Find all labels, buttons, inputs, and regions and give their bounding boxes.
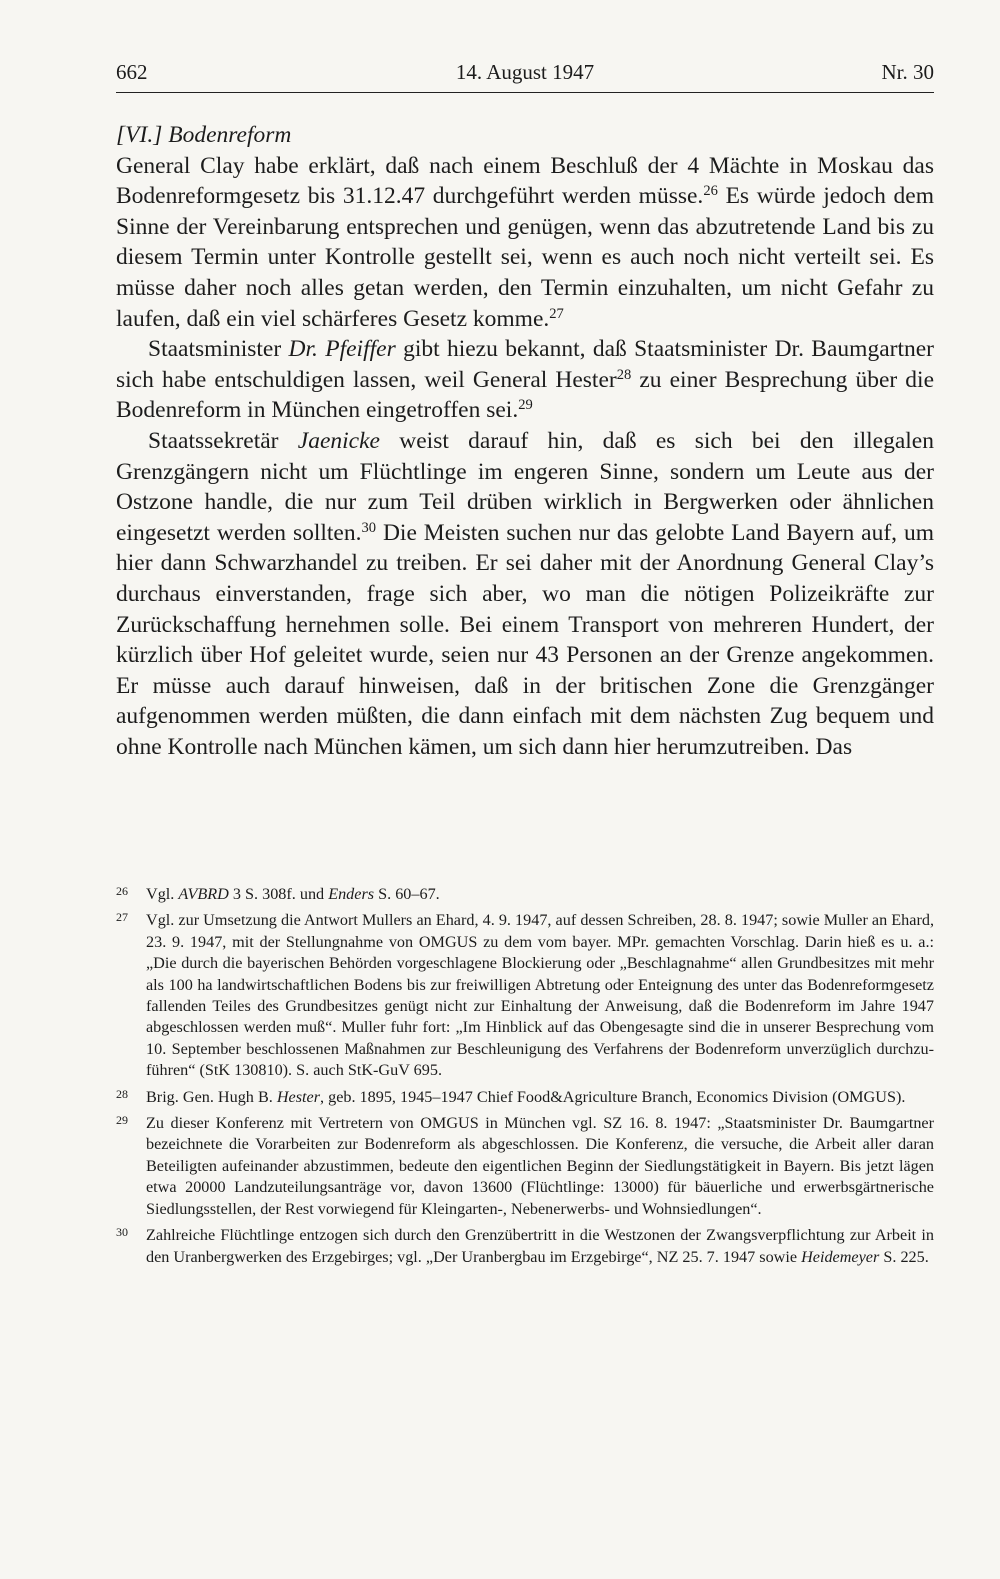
footnote-29: [116, 1113, 934, 1220]
footnote-26: [116, 884, 934, 905]
footnote-ref: 28: [616, 366, 632, 383]
footnote-text: 3 S. 308f. und: [228, 885, 329, 903]
footnote-ref: 29: [518, 397, 533, 414]
paragraph-text: Es würde jedoch dem Sinne der Vereinbarung entsprechen und genügen, wenn das abzutretende Land bis zu diesem Termin unter Kontrolle gestellt sei, wenn es auch noch nicht verteilt sei. Es müsse daher noch alles getan werden, den Termin einzuhalten, um nicht Gefahr zu laufen, daß ein viel schärferes Gesetz komme.: [116, 183, 934, 332]
page-number: 662: [116, 60, 148, 84]
paragraph-text: General Clay habe erklärt, daß nach einem Beschluß der 4 Mächte in Moskau das Bodenreformgesetz bis 31.12.47 durchgeführt werden müsse.: [116, 152, 934, 210]
footnote-30: [116, 1225, 934, 1268]
footnote-27: [116, 910, 934, 1081]
footnote-ref: 26: [703, 183, 718, 200]
paragraph-text: Staatsminister: [148, 336, 289, 363]
header-date: 14. August 1947: [455, 60, 595, 84]
paragraph-text: gibt hiezu bekannt, daß Staatsminister Dr. Baumgartner sich habe entschuldigen lassen, weil General Hester: [116, 336, 934, 393]
footnote-number: 29: [116, 1113, 128, 1128]
footnotes: [116, 884, 934, 1273]
footnote-text: S. 60–67.: [374, 885, 440, 903]
footnote-text: Brig. Gen. Hugh B.: [146, 1087, 277, 1106]
section-title: [116, 120, 934, 151]
section-number: [VI.]: [116, 122, 169, 148]
footnote-text: Vgl. zur Umsetzung die Antwort Mullers an Ehard, 4. 9. 1947, auf dessen Schreiben, 28. 8. 1947; sowie Muller an Ehard, 23. 9. 1947, mit der Stellungnahme von OMGUS zu dem vom bayer. MPr. gemachten Vorschlag. Darin hieß es u. a.: „Die durch die bayerischen Behörden vorgeschlagene Blockierung oder „Beschlagnahme“ allen Grundbesitzes mit mehr als 100 ha landwirtschaftlichen Bodens bis zur freiwilligen Abtretung oder Enteignung des unter das Bodenreformgesetz fallenden Teiles des Grundbesitzes genügt nicht zur Einhaltung der Anweisung, daß die Bodenreform im Jahre 1947 abgeschlossen werden muß“. Muller fuhr fort: „Im Hinblick auf das Obengesagte sind die in unserer Besprechung vom 10. September beschlossenen Maßnahmen zur Beschleunigung des Verfahrens der Bodenreform unverzüglich durchzuführen“ (StK 130810). S. auch StK-GuV 695.: [146, 911, 934, 1080]
speaker-name: Dr. Pfeiffer: [288, 336, 396, 363]
footnote-text: Zahlreiche Flüchtlinge entzogen sich durch den Grenzübertritt in die Westzonen der Zwangsverpflichtung zur Arbeit in den Uranbergwerken des Erzgebirges; vgl. „Der Uranbergbau im Erzgebirge“, NZ 25. 7. 1947 sowie: [146, 1226, 934, 1266]
speaker-name: Jaenicke: [297, 427, 380, 454]
footnote-text: Vgl.: [146, 885, 179, 903]
paragraph-text: zu einer Besprechung über die Bodenreform in München eingetroffen sei.: [116, 366, 934, 424]
paragraph-3: [116, 426, 934, 763]
running-header: [116, 58, 934, 93]
footnote-text: Heidemeyer: [801, 1247, 880, 1266]
footnote-ref: 27: [549, 305, 564, 322]
footnote-ref: 30: [361, 519, 377, 536]
main-text: [116, 120, 934, 762]
footnote-text: Enders: [328, 885, 375, 903]
footnote-text: Hester: [276, 1087, 320, 1106]
paragraph-text: weist darauf hin, daß es sich bei den illegalen Grenzgängern nicht um Flüchtlinge im engeren Sinne, sondern um Leute aus der Ostzone handle, die nur zum Teil drüben wirklich in Bergwerken oder ähnlichen eingesetzt werden sollten.: [116, 427, 934, 546]
footnote-text: AVBRD: [178, 885, 229, 903]
footnote-text: S. 225.: [879, 1247, 929, 1266]
issue-number: Nr. 30: [881, 60, 934, 84]
section-heading: Bodenreform: [168, 122, 292, 148]
paragraph-text: Staatssekretär: [148, 427, 298, 454]
footnote-number: 30: [116, 1225, 128, 1240]
footnote-text: , geb. 1895, 1945–1947 Chief Food&Agriculture Branch, Economics Division (OMGUS).: [320, 1087, 906, 1106]
footnote-28: [116, 1087, 934, 1108]
paragraph-1: [116, 151, 934, 335]
footnote-text: Zu dieser Konferenz mit Vertretern von OMGUS in München vgl. SZ 16. 8. 1947: „Staatsminister Dr. Baumgartner bezeichnete die Vorarbeiten zur Bodenreform als abgeschlossen. Die Konferenz, die versuche, die Arbeit aller daran Beteiligten aufeinander abzustimmen, bedeute den eigentlichen Beginn der Siedlungstätigkeit in Bayern. Bis jetzt lägen etwa 20000 Landzuteilungsanträge vor, davon 13600 (Flüchtlinge: 13000) für bäuerliche und erwerbsgärtnerische Siedlungsstellen, der Rest vorwiegend für Kleingarten-, Nebenerwerbs- und Wohnsiedlungen“.: [146, 1114, 934, 1218]
footnote-number: 26: [116, 884, 128, 898]
paragraph-text: Die Meisten suchen nur das gelobte Land Bayern auf, um hier dann Schwarzhandel zu treiben. Er sei daher mit der Anordnung General Clay’s durchaus einverstanden, frage sich aber, wo man die nötigen Polizeikräfte zur Zurückschaffung hernehmen solle. Bei einem Transport von mehreren Hundert, der kürzlich über Hof geleitet wurde, seien nur 43 Personen an der Grenze angekommen. Er müsse auch darauf hinweisen, daß in der britischen Zone die Grenzgänger aufgenommen werden müßten, die dann einfach mit dem nächsten Zug bequem und ohne Kontrolle nach München kämen, um sich dann hier herumzutreiben. Das: [116, 519, 934, 760]
footnote-number: 28: [116, 1086, 128, 1101]
paragraph-2: [116, 334, 934, 426]
footnote-number: 27: [116, 910, 128, 925]
